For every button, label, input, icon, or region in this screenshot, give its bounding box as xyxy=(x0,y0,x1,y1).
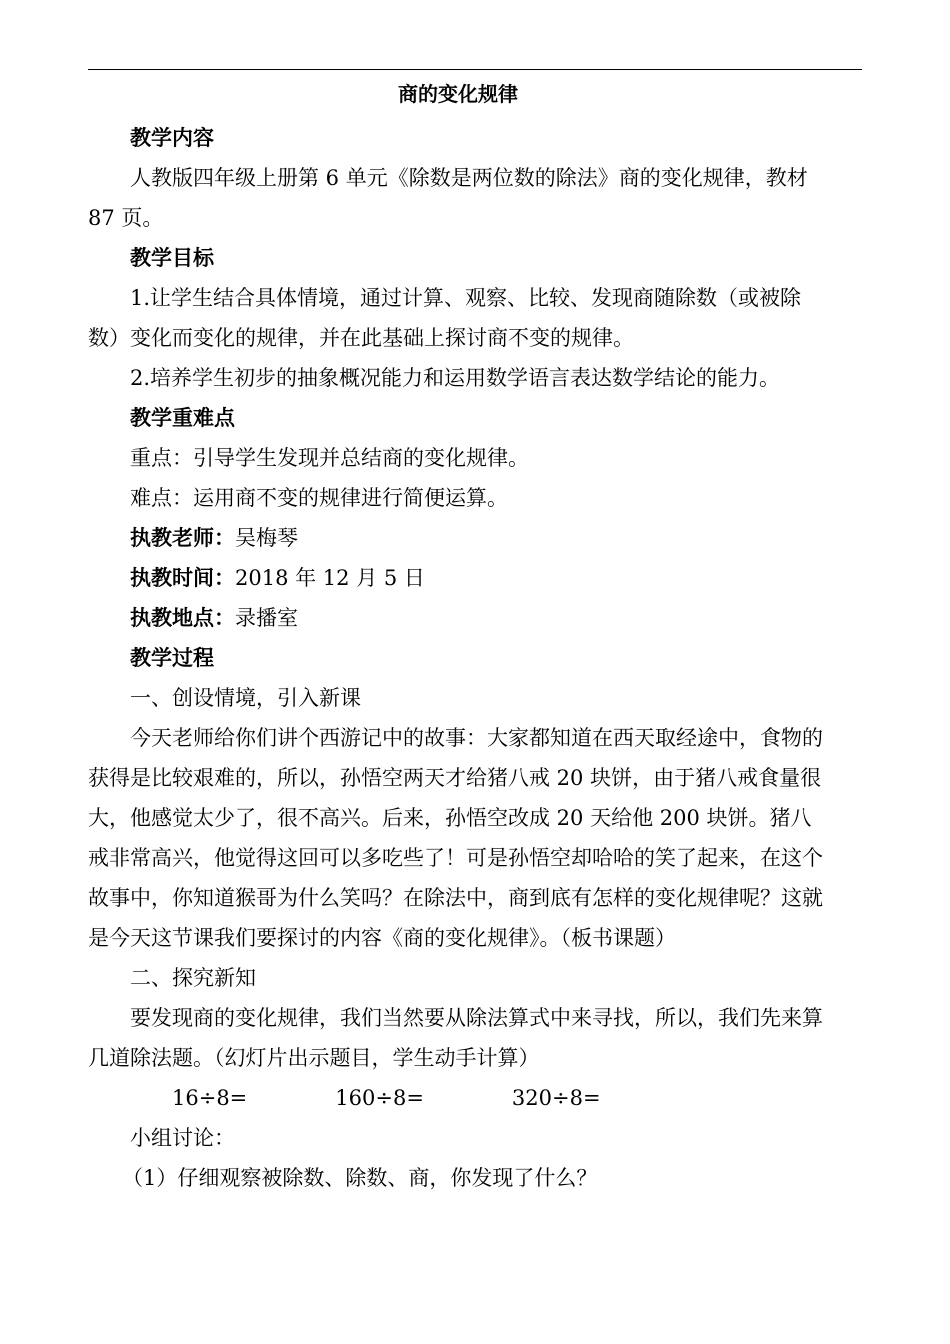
place-value: 录播室 xyxy=(235,606,298,630)
equation-1: 16÷8= xyxy=(172,1086,248,1110)
heading-key-points: 教学重难点 xyxy=(130,405,235,430)
time-label: 执教时间： xyxy=(130,565,235,590)
goal-item-1: 1.让学生结合具体情境，通过计算、观察、比较、发现商随除数（或被除数）变化而变化的规律，并在此基础上探讨商不变的规律。 xyxy=(88,286,802,350)
place-line xyxy=(88,598,828,638)
step-2-heading: 二、探究新知 xyxy=(130,966,256,990)
teacher-value: 吴梅琴 xyxy=(235,526,298,550)
equations-line xyxy=(88,1078,828,1118)
document-body xyxy=(88,80,870,1198)
key-point: 重点：引导学生发现并总结商的变化规律。 xyxy=(130,446,529,470)
header-rule xyxy=(88,69,862,70)
document-title: 商的变化规律 xyxy=(398,82,518,106)
equation-2: 160÷8= xyxy=(335,1086,424,1110)
step-1-heading: 一、创设情境，引入新课 xyxy=(130,686,361,710)
time-line xyxy=(88,558,828,598)
question-1: （1）仔细观察被除数、除数、商，你发现了什么？ xyxy=(122,1166,598,1190)
teacher-line xyxy=(88,518,828,558)
story-paragraph: 今天老师给你们讲个西游记中的故事：大家都知道在西天取经途中，食物的获得是比较艰难的，所以，孙悟空两天才给猪八戒 20 块饼，由于猪八戒食量很大，他感觉太少了，很不高兴。后来，孙悟空改成 20 天给他 200 块饼。猪八戒非常高兴，他觉得这回可以多吃些了！可是孙悟空却哈哈的笑了起来，在这个故事中，你知道猴哥为什么笑吗？在除法中，商到底有怎样的变化规律呢？这就是今天这节课我们要探讨的内容《商的变化规律》。（板书课题） xyxy=(88,726,823,950)
heading-content: 教学内容 xyxy=(130,125,214,150)
goal-item-2: 2.培养学生初步的抽象概况能力和运用数学语言表达数学结论的能力。 xyxy=(130,366,781,390)
explore-paragraph: 要发现商的变化规律，我们当然要从除法算式中来寻找，所以，我们先来算几道除法题。（幻灯片出示题目，学生动手计算） xyxy=(88,1006,823,1070)
content-text: 人教版四年级上册第 6 单元《除数是两位数的除法》商的变化规律，教材 87 页。 xyxy=(88,166,808,230)
discuss-label: 小组讨论： xyxy=(130,1126,235,1150)
time-value: 2018 年 12 月 5 日 xyxy=(235,566,425,590)
heading-goals: 教学目标 xyxy=(130,245,214,270)
difficult-point: 难点：运用商不变的规律进行简便运算。 xyxy=(130,486,508,510)
heading-process: 教学过程 xyxy=(130,645,214,670)
teacher-label: 执教老师： xyxy=(130,525,235,550)
place-label: 执教地点： xyxy=(130,605,235,630)
equation-3: 320÷8= xyxy=(511,1086,601,1110)
